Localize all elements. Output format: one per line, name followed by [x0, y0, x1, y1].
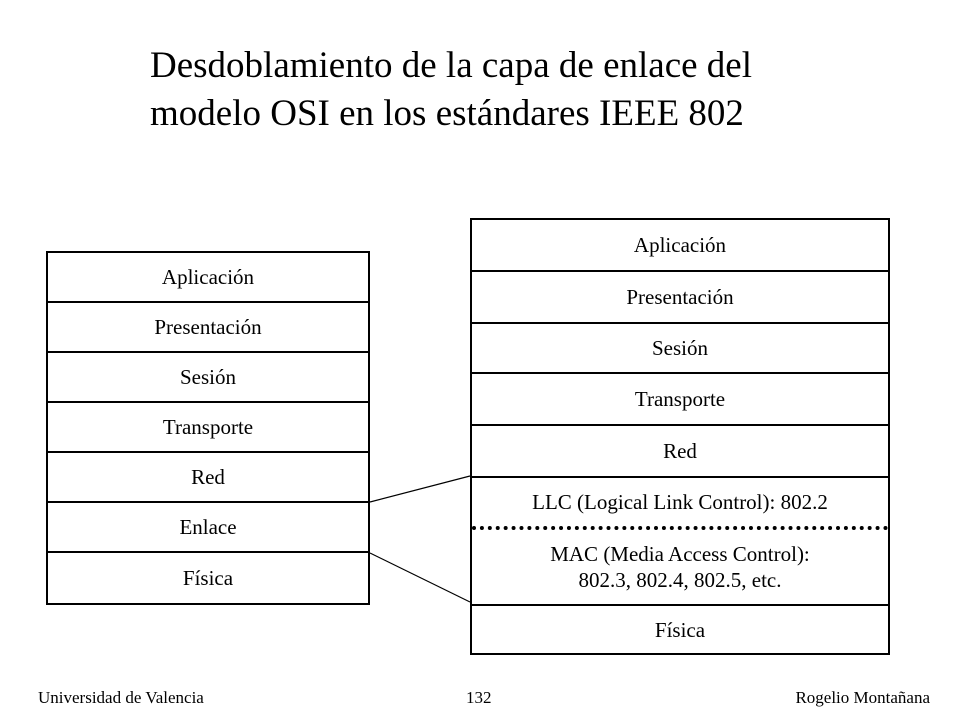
- osi-layer-network: Red: [48, 453, 368, 503]
- osi-layer-transport: Transporte: [48, 403, 368, 453]
- ieee-layer-application: Aplicación: [472, 220, 888, 272]
- ieee-layer-physical: Física: [654, 617, 706, 642]
- title-line-1: Desdoblamiento de la capa de enlace del: [150, 45, 752, 86]
- mac-line-2: 802.3, 802.4, 802.5, etc.: [578, 568, 782, 592]
- footer-institution: Universidad de Valencia: [38, 688, 204, 707]
- ieee-layer-session: Sesión: [472, 324, 888, 374]
- ieee-layer-network: Red: [472, 426, 888, 478]
- connector-line-bottom: [370, 553, 470, 602]
- mac-line-1: MAC (Media Access Control):: [550, 542, 810, 566]
- ieee-layer-transport: Transporte: [472, 374, 888, 426]
- ieee-layer-presentation: Presentación: [472, 272, 888, 324]
- osi-layer-session: Sesión: [48, 353, 368, 403]
- connector-line-top: [370, 476, 470, 502]
- osi-layer-application: Aplicación: [48, 253, 368, 303]
- osi-layer-physical: Física: [182, 566, 234, 590]
- ieee-sublayer-llc: LLC (Logical Link Control): 802.2: [472, 478, 888, 530]
- osi-layer-datalink: Enlace: [48, 503, 368, 553]
- footer-author: Rogelio Montañana: [795, 688, 930, 707]
- osi-layer-presentation: Presentación: [48, 303, 368, 353]
- title-line-2: modelo OSI en los estándares IEEE 802: [150, 93, 744, 134]
- footer-page-number: 132: [466, 688, 492, 707]
